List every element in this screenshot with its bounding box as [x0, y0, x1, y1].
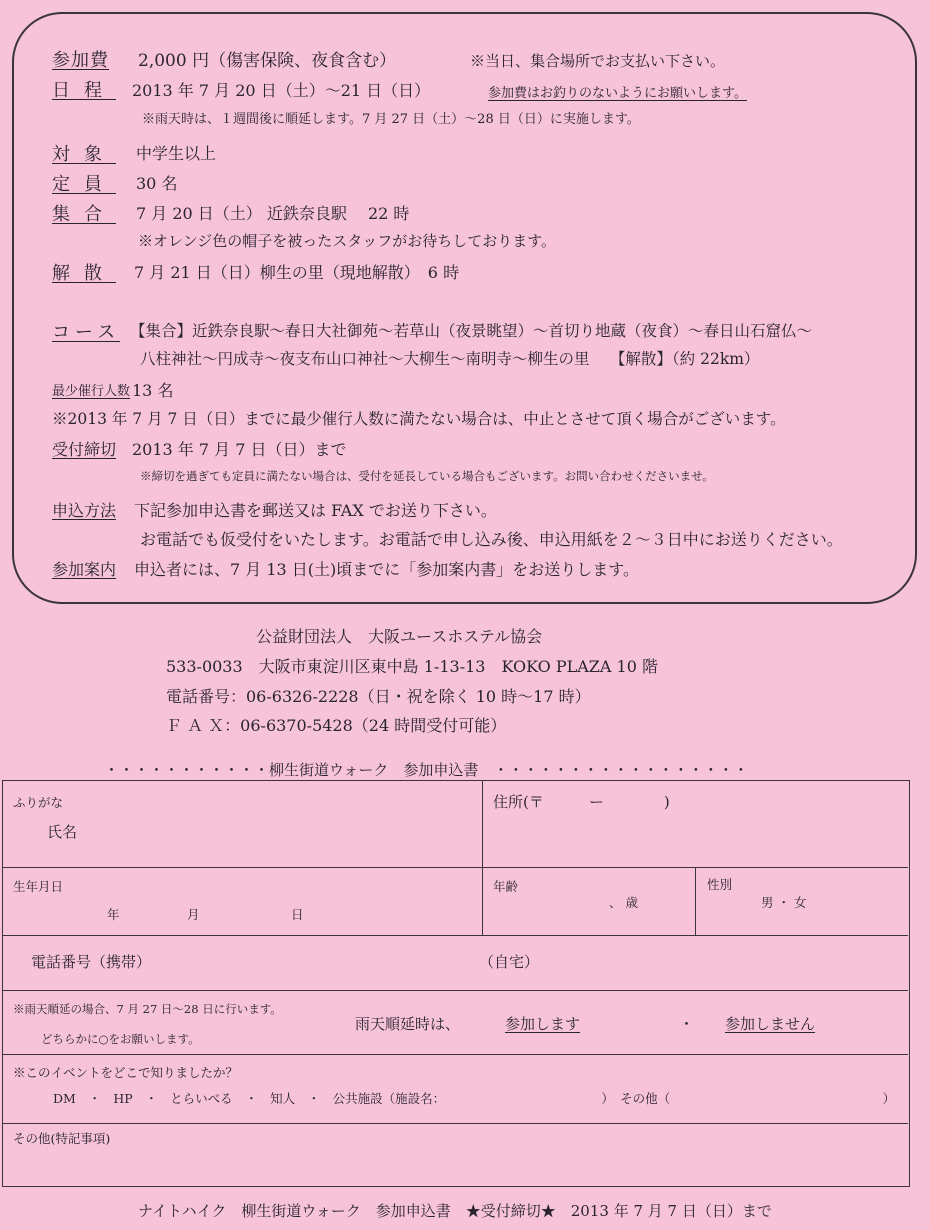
source-question: ※このイベントをどこで知りましたか？: [13, 1065, 239, 1080]
org-name: 公益財団法人 大阪ユースホステル協会: [256, 627, 543, 646]
dismissal-label: 解散: [52, 263, 116, 284]
other-remarks-field[interactable]: [13, 1147, 898, 1181]
home-phone-label: （自宅）: [479, 953, 540, 971]
schedule-value: 2013 年 7 月 20 日（土）～21 日（日）: [132, 81, 431, 100]
address-field[interactable]: [493, 815, 893, 863]
birth-label: 生年月日: [13, 879, 64, 894]
course-line-2: 八柱神社～円成寺～夜支布山口神社～大柳生～南明寺～柳生の里 【解散】（約 22km）: [140, 350, 760, 368]
fee-value: 2,000 円（傷害保険、夜食含む）: [138, 51, 397, 71]
age-unit: 、 歳: [609, 895, 638, 910]
guide-label: 参加案内: [52, 560, 117, 579]
birth-date-field[interactable]: [43, 895, 463, 929]
fee-change-note: 参加費はお釣りのないようにお願いします。: [488, 86, 747, 101]
course-line-1: 【集合】近鉄奈良駅～春日大社御苑～若草山（夜景眺望）～首切り地蔵（夜食）～春日山石窟仏～: [130, 322, 813, 340]
schedule-note: ※雨天時は、１週間後に順延します。7 月 27 日（土）～28 日（日）に実施します。: [142, 112, 640, 127]
name-field[interactable]: [113, 805, 473, 861]
org-fax: Ｆ Ａ Ｘ：06-6370-5428（24 時間受付可能）: [166, 716, 507, 735]
minimum-note: ※2013 年 7 月 7 日（日）までに最少催行人数に満たない場合は、中止とさせて頂く場合がございます。: [52, 410, 786, 428]
gender-options[interactable]: 男 ・ 女: [761, 895, 807, 910]
rain-instruction: どちらかに○をお願いします。: [41, 1032, 200, 1046]
rain-note: ※雨天順延の場合、7 月 27 日～28 日に行います。: [13, 1002, 282, 1016]
rain-decline-option[interactable]: 参加しません: [725, 1015, 816, 1033]
deadline-value: 2013 年 7 月 7 日（日）まで: [132, 440, 347, 459]
footer-text: ナイトハイク 柳生街道ウォーク 参加申込書 ★受付締切★ 2013 年 7 月 7 日（日）まで: [138, 1202, 772, 1220]
meeting-value: 7 月 20 日（土） 近鉄奈良駅 22 時: [136, 204, 410, 223]
course-label: コース: [52, 322, 121, 343]
row-divider: [3, 1054, 908, 1055]
rain-separator: ・: [679, 1015, 695, 1033]
name-label: 氏名: [47, 823, 78, 841]
target-label: 対象: [52, 144, 116, 165]
minimum-value: 13 名: [132, 381, 174, 400]
birth-day-unit: 日: [291, 907, 304, 922]
col-divider: [695, 867, 696, 935]
meeting-note: ※オレンジ色の帽子を被ったスタッフがお待ちしております。: [138, 232, 557, 250]
furigana-label: ふりがな: [13, 795, 64, 810]
age-label: 年齢: [493, 879, 519, 894]
mobile-phone-label: 電話番号（携帯）: [31, 953, 152, 971]
address-label: 住所(〒 ー ): [493, 793, 670, 811]
rain-attend-option[interactable]: 参加します: [505, 1015, 581, 1033]
deadline-label: 受付締切: [52, 440, 117, 459]
capacity-label: 定員: [52, 174, 116, 195]
guide-value: 申込者には、7 月 13 日(土)頃までに「参加案内書」をお送りします。: [134, 560, 640, 579]
form-title: ・・・・・・・・・・・柳生街道ウォーク 参加申込書 ・・・・・・・・・・・・・・・・・: [104, 761, 749, 779]
dismissal-value: 7 月 21 日（日）柳生の里（現地解散） 6 時: [134, 263, 460, 282]
source-options[interactable]: DM ・ HP ・ とらいべる ・ 知人 ・ 公共施設（施設名： ） その他（ ）: [53, 1091, 896, 1106]
schedule-label: 日程: [52, 80, 116, 101]
fee-note: ※当日、集合場所でお支払い下さい。: [470, 52, 726, 70]
method-label: 申込方法: [52, 501, 117, 520]
meeting-label: 集合: [52, 204, 116, 225]
target-value: 中学生以上: [136, 144, 217, 163]
mobile-phone-field[interactable]: [173, 943, 473, 983]
birth-month-unit: 月: [187, 907, 200, 922]
method-line-2: お電話でも仮受付をいたします。お電話で申し込み後、申込用紙を２～３日中にお送りください。: [140, 530, 843, 549]
age-field[interactable]: [523, 881, 603, 921]
minimum-label: 最少催行人数: [52, 384, 131, 399]
row-divider: [3, 935, 908, 936]
deadline-note: ※締切を過ぎても定員に満たない場合は、受付を延長している場合もございます。お問い合わせくださいませ。: [140, 469, 714, 483]
rain-question: 雨天順延時は、: [355, 1015, 461, 1033]
row-divider: [3, 1123, 908, 1124]
home-phone-field[interactable]: [543, 943, 893, 983]
org-address: 533-0033 大阪市東淀川区東中島 1-13-13 KOKO PLAZA 10 階: [166, 657, 658, 676]
row-divider: [3, 867, 908, 868]
method-line-1: 下記参加申込書を郵送又は FAX でお送り下さい。: [134, 501, 497, 520]
application-form: [2, 780, 910, 1187]
fee-label: 参加費: [52, 50, 109, 71]
col-divider: [482, 781, 483, 935]
other-remarks-label: その他(特記事項): [13, 1131, 111, 1146]
org-tel: 電話番号：06-6326-2228（日・祝を除く 10 時～17 時）: [166, 687, 591, 706]
birth-year-unit: 年: [107, 907, 120, 922]
row-divider: [3, 990, 908, 991]
gender-label: 性別: [707, 877, 733, 892]
capacity-value: 30 名: [136, 174, 178, 193]
